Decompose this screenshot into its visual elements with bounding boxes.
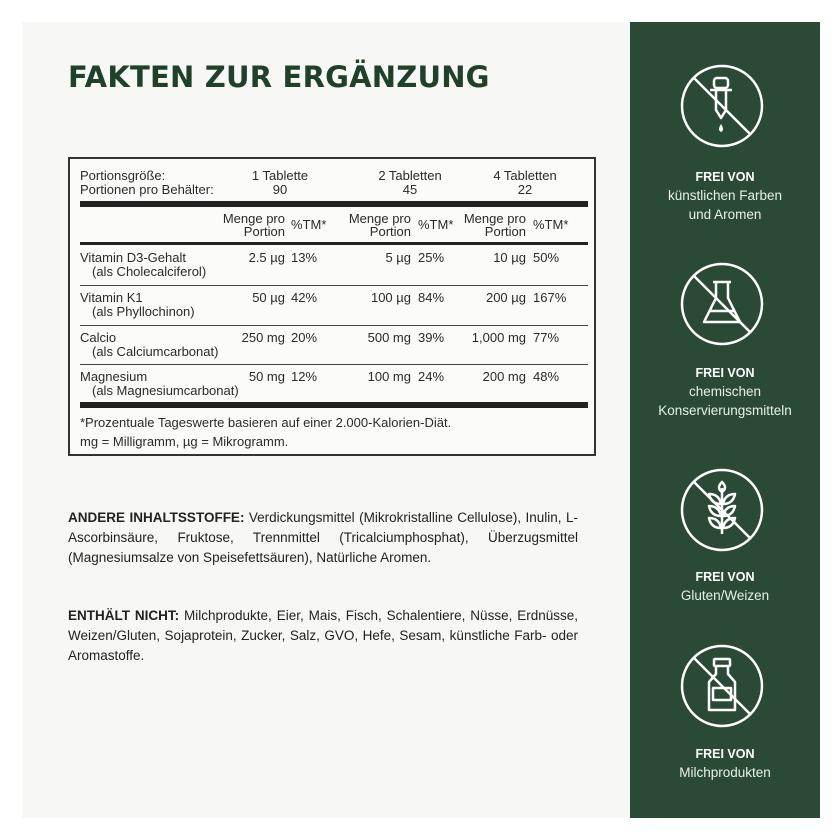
amount-header: Menge pro — [348, 211, 411, 226]
contains-not-text: Milchprodukte, Eier, Mais, Fisch, Schalentiere, Nüsse, Erdnüsse, Weizen/Gluten, Sojaprotein, Zucker, Salz, GVO, Hefe, Sesam, künstliche Farb- oder Aromastoffe. — [68, 608, 578, 663]
serving-col-3: 4 Tabletten — [493, 168, 557, 183]
amount-cell: 50 µg — [252, 290, 285, 305]
badge-title: FREI VON — [695, 570, 755, 584]
dv-cell: 77% — [533, 330, 560, 345]
badge-title: FREI VON — [695, 170, 755, 184]
serving-col-2: 2 Tabletten — [378, 168, 442, 183]
nutrient-name: Vitamin K1 — [80, 290, 143, 305]
medium-divider — [80, 242, 588, 245]
wheat-icon — [680, 468, 764, 552]
badge-desc-line2: und Aromen — [688, 207, 762, 222]
footnote-units: mg = Milligramm, µg = Mikrogramm. — [80, 434, 289, 449]
amount-cell: 100 µg — [370, 290, 411, 305]
amount-cell: 1,000 mg — [471, 330, 526, 345]
dv-cell: 12% — [291, 369, 318, 384]
nutrient-source: (als Phyllochinon) — [92, 304, 195, 319]
other-ingredients-text: Verdickungsmittel (Mikrokristalline Cellulose), Inulin, L-Ascorbinsäure, Fruktose, Trennmittel (Tricalciumphosphat), Überzugsmittel (Magnesiumsalze von Speisefettsäuren), Natürliche Aromen. — [68, 510, 578, 565]
dv-cell: 167% — [533, 290, 567, 305]
amount-cell: 200 µg — [485, 290, 526, 305]
badge-title: FREI VON — [695, 747, 755, 761]
amount-header-2: Portion — [369, 224, 411, 239]
other-ingredients-label: ANDERE INHALTSSTOFFE: — [68, 510, 245, 525]
contains-not-label: ENTHÄLT NICHT: — [68, 608, 180, 623]
dv-cell: 84% — [418, 290, 445, 305]
amount-header: Menge pro — [222, 211, 285, 226]
dv-cell: 25% — [418, 250, 445, 265]
amount-header: Menge pro — [463, 211, 526, 226]
badge-desc-line1: künstlichen Farben — [667, 188, 783, 203]
badge-desc-line1: chemischen — [688, 384, 762, 399]
amount-cell: 250 mg — [241, 330, 285, 345]
contains-not — [68, 606, 578, 666]
dv-cell: 24% — [418, 369, 445, 384]
dv-header: %TM* — [291, 217, 327, 232]
badge-desc-line2: Konservierungsmitteln — [658, 403, 792, 418]
dv-cell: 48% — [533, 369, 560, 384]
amount-header-2: Portion — [484, 224, 526, 239]
dropper-icon — [680, 64, 764, 148]
nutrient-source: (als Magnesiumcarbonat) — [92, 383, 239, 398]
serving-size-label: Portionsgröße: — [80, 168, 166, 183]
footnote-daily-value: *Prozentuale Tageswerte basieren auf einer 2.000-Kalorien-Diät. — [80, 415, 452, 430]
other-ingredients — [68, 508, 578, 568]
dv-cell: 13% — [291, 250, 318, 265]
page-title: FAKTEN ZUR ERGÄNZUNG — [68, 60, 490, 94]
row-divider — [80, 285, 588, 286]
nutrient-name: Calcio — [80, 330, 117, 345]
servings-per-container-label: Portionen pro Behälter: — [80, 182, 214, 197]
amount-cell: 50 mg — [248, 369, 285, 384]
dv-header: %TM* — [418, 217, 454, 232]
row-divider — [80, 364, 588, 365]
serving-col-1: 1 Tablette — [251, 168, 309, 183]
servings-col-1: 90 — [272, 182, 288, 197]
amount-header-2: Portion — [243, 224, 285, 239]
milk-bottle-icon — [680, 644, 764, 728]
dv-cell: 39% — [418, 330, 445, 345]
badge-title: FREI VON — [695, 366, 755, 380]
amount-cell: 200 mg — [482, 369, 526, 384]
amount-cell: 10 µg — [493, 250, 526, 265]
nutrient-name: Magnesium — [80, 369, 148, 384]
amount-cell: 500 mg — [367, 330, 411, 345]
dv-cell: 42% — [291, 290, 318, 305]
nutrient-source: (als Calciumcarbonat) — [92, 344, 219, 359]
dv-cell: 50% — [533, 250, 560, 265]
badge-desc-line1: Gluten/Weizen — [680, 588, 770, 603]
amount-cell: 2.5 µg — [248, 250, 285, 265]
amount-cell: 100 mg — [367, 369, 411, 384]
servings-col-3: 22 — [517, 182, 533, 197]
badge-desc-line1: Milchprodukten — [679, 765, 771, 780]
nutrient-source: (als Cholecalciferol) — [92, 264, 207, 279]
row-divider — [80, 325, 588, 326]
thick-divider — [80, 201, 588, 207]
flask-icon — [680, 262, 764, 346]
servings-col-2: 45 — [402, 182, 418, 197]
badges-list — [630, 22, 820, 818]
thick-divider — [80, 402, 588, 408]
dv-cell: 20% — [291, 330, 318, 345]
nutrient-name: Vitamin D3-Gehalt — [80, 250, 186, 265]
amount-cell: 5 µg — [385, 250, 411, 265]
supplement-facts-table — [68, 157, 596, 456]
dv-header: %TM* — [533, 217, 569, 232]
